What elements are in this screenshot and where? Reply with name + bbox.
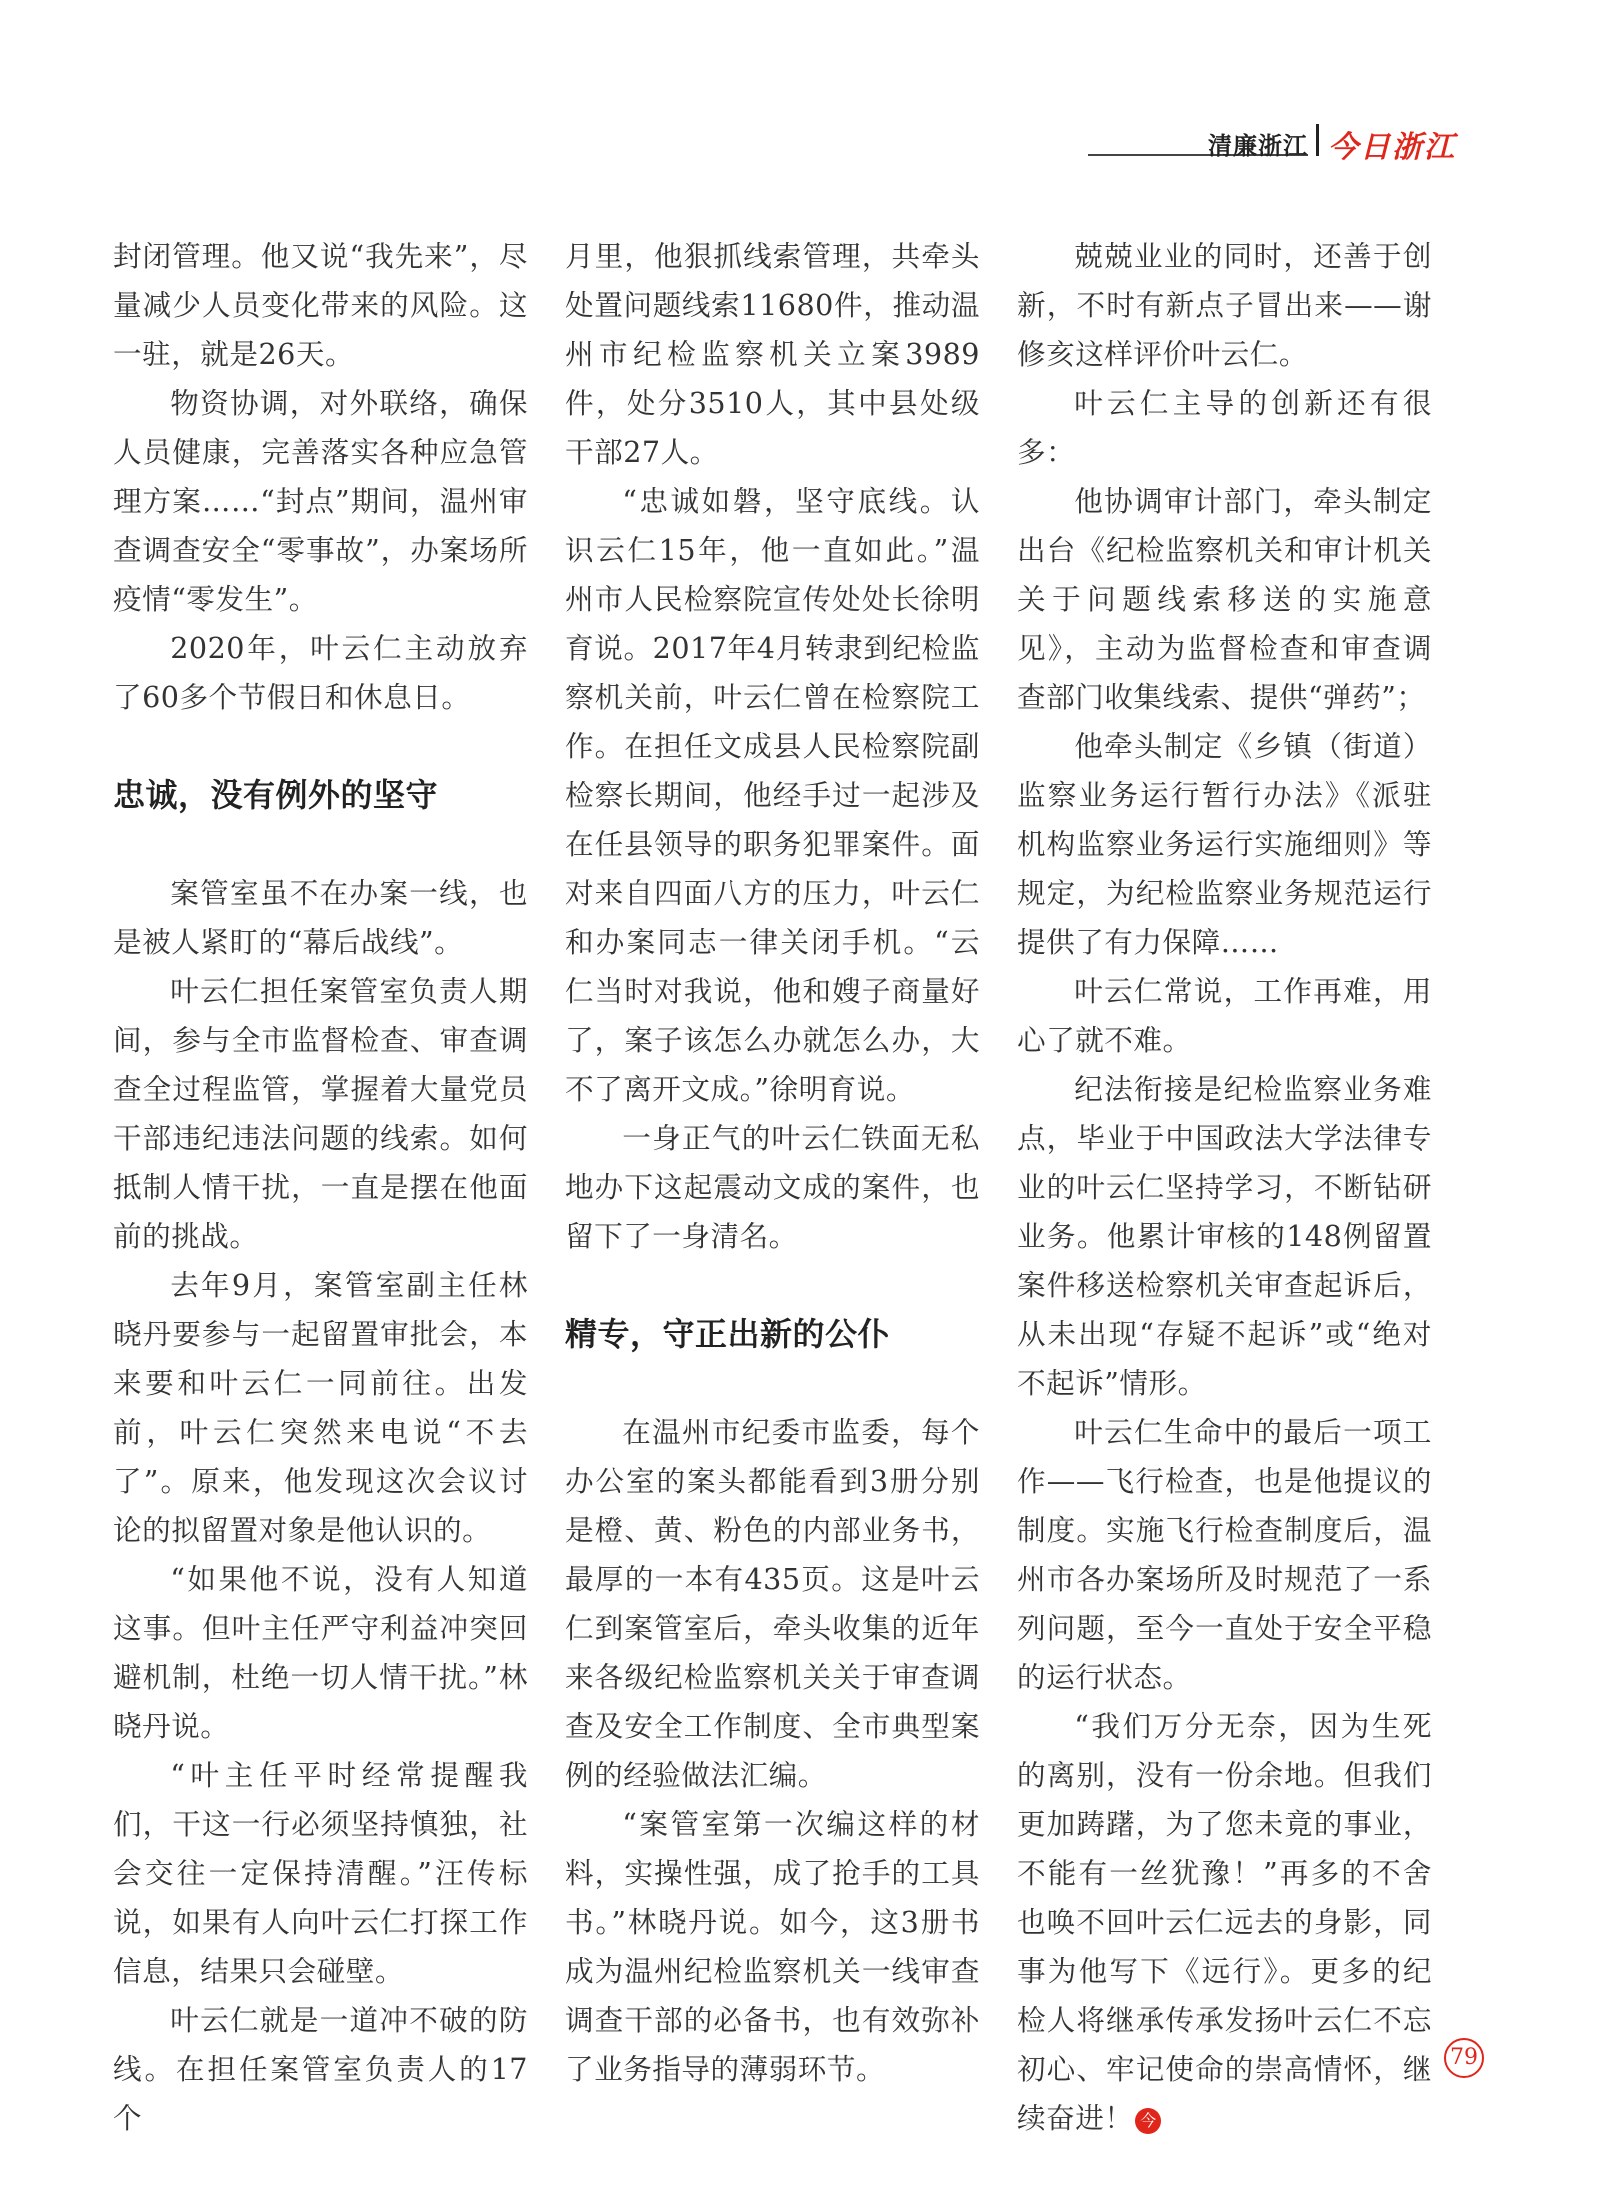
paragraph: 兢兢业业的同时，还善于创新，不时有新点子冒出来——谢修亥这样评价叶云仁。 <box>1017 239 1432 371</box>
column-1 <box>113 232 528 2143</box>
paragraph: 一身正气的叶云仁铁面无私地办下这起震动文成的案件，也留下了一身清名。 <box>565 1121 980 1253</box>
paragraph: 2020年，叶云仁主动放弃了60多个节假日和休息日。 <box>113 631 528 714</box>
paragraph: 叶云仁生命中的最后一项工作——飞行检查，也是他提议的制度。实施飞行检查制度后，温州市各办案场所及时规范了一系列问题，至今一直处于安全平稳的运行状态。 <box>1017 1415 1432 1694</box>
page-header <box>1088 122 1468 165</box>
paragraph: 去年9月，案管室副主任林晓丹要参与一起留置审批会，本来要和叶云仁一同前往。出发前，叶云仁突然来电说“不去了”。原来，他发现这次会议讨论的拟留置对象是他认识的。 <box>113 1268 528 1547</box>
paragraph: “如果他不说，没有人知道这事。但叶主任严守利益冲突回避机制，杜绝一切人情干扰。”林晓丹说。 <box>113 1562 528 1743</box>
magazine-logo: 今日浙江 <box>1328 130 1456 165</box>
paragraph: 他协调审计部门，牵头制定出台《纪检监察机关和审计机关关于问题线索移送的实施意见》，主动为监督检查和审查调查部门收集线索、提供“弹药”； <box>1017 484 1432 714</box>
page-number: 79 <box>1444 2038 1484 2078</box>
section-title: 精专，守正出新的公仆 <box>565 1315 891 1353</box>
paragraph: 他牵头制定《乡镇（街道）监察业务运行暂行办法》《派驻机构监察业务运行实施细则》等规定，为纪检监察业务规范运行提供了有力保障…… <box>1017 729 1432 959</box>
paragraph-last <box>1017 1702 1432 2143</box>
paragraph: “忠诚如磐，坚守底线。认识云仁15年，他一直如此。”温州市人民检察院宣传处处长徐明育说。2017年4月转隶到纪检监察机关前，叶云仁曾在检察院工作。在担任文成县人民检察院副检察长期间，他经手过一起涉及在任县领导的职务犯罪案件。面对来自四面八方的压力，叶云仁和办案同志一律关闭手机。“云仁当时对我说，他和嫂子商量好了，案子该怎么办就怎么办，大不了离开文成。”徐明育说。 <box>565 484 980 1106</box>
paragraph: 纪法衔接是纪检监察业务难点，毕业于中国政法大学法律专业的叶云仁坚持学习，不断钻研业务。他累计审核的148例留置案件移送检察机关审查起诉后，从未出现“存疑不起诉”或“绝对不起诉”情形。 <box>1017 1072 1432 1400</box>
paragraph: 叶云仁就是一道冲不破的防线。在担任案管室负责人的17个 <box>113 2003 528 2135</box>
section-title: 忠诚，没有例外的坚守 <box>113 776 439 814</box>
column-3 <box>1017 232 1432 2143</box>
paragraph: 封闭管理。他又说“我先来”，尽量减少人员变化带来的风险。这一驻，就是26天。 <box>113 239 528 371</box>
header-section-title: 清廉浙江 <box>1208 132 1308 160</box>
paragraph: “案管室第一次编这样的材料，实操性强，成了抢手的工具书。”林晓丹说。如今，这3册书成为温州纪检监察机关一线审查调查干部的必备书，也有效弥补了业务指导的薄弱环节。 <box>565 1807 980 2086</box>
column-2 <box>565 232 980 2094</box>
paragraph: 月里，他狠抓线索管理，共牵头处置问题线索11680件，推动温州市纪检监察机关立案3989件，处分3510人，其中县处级干部27人。 <box>565 239 980 469</box>
paragraph: 叶云仁常说，工作再难，用心了就不难。 <box>1017 974 1432 1057</box>
end-mark-icon: 今 <box>1135 2108 1161 2134</box>
header-divider <box>1316 124 1319 156</box>
paragraph-text: “我们万分无奈，因为生死的离别，没有一份余地。但我们更加踌躇，为了您未竟的事业，不能有一丝犹豫！”再多的不舍也唤不回叶云仁远去的身影，同事为他写下《远行》。更多的纪检人将继承传承发扬叶云仁不忘初心、牢记使命的崇高情怀，继续奋进！ <box>1017 1709 1432 2135</box>
paragraph: 在温州市纪委市监委，每个办公室的案头都能看到3册分别是橙、黄、粉色的内部业务书，最厚的一本有435页。这是叶云仁到案管室后，牵头收集的近年来各级纪检监察机关关于审查调查及安全工作制度、全市典型案例的经验做法汇编。 <box>565 1415 980 1792</box>
paragraph: “叶主任平时经常提醒我们，干这一行必须坚持慎独，社会交往一定保持清醒。”汪传标说，如果有人向叶云仁打探工作信息，结果只会碰壁。 <box>113 1758 528 1988</box>
paragraph: 叶云仁担任案管室负责人期间，参与全市监督检查、审查调查全过程监管，掌握着大量党员干部违纪违法问题的线索。如何抵制人情干扰，一直是摆在他面前的挑战。 <box>113 974 528 1253</box>
paragraph: 案管室虽不在办案一线，也是被人紧盯的“幕后战线”。 <box>113 876 528 959</box>
paragraph: 物资协调，对外联络，确保人员健康，完善落实各种应急管理方案……“封点”期间，温州审查调查安全“零事故”，办案场所疫情“零发生”。 <box>113 386 528 616</box>
paragraph: 叶云仁主导的创新还有很多： <box>1017 386 1432 469</box>
